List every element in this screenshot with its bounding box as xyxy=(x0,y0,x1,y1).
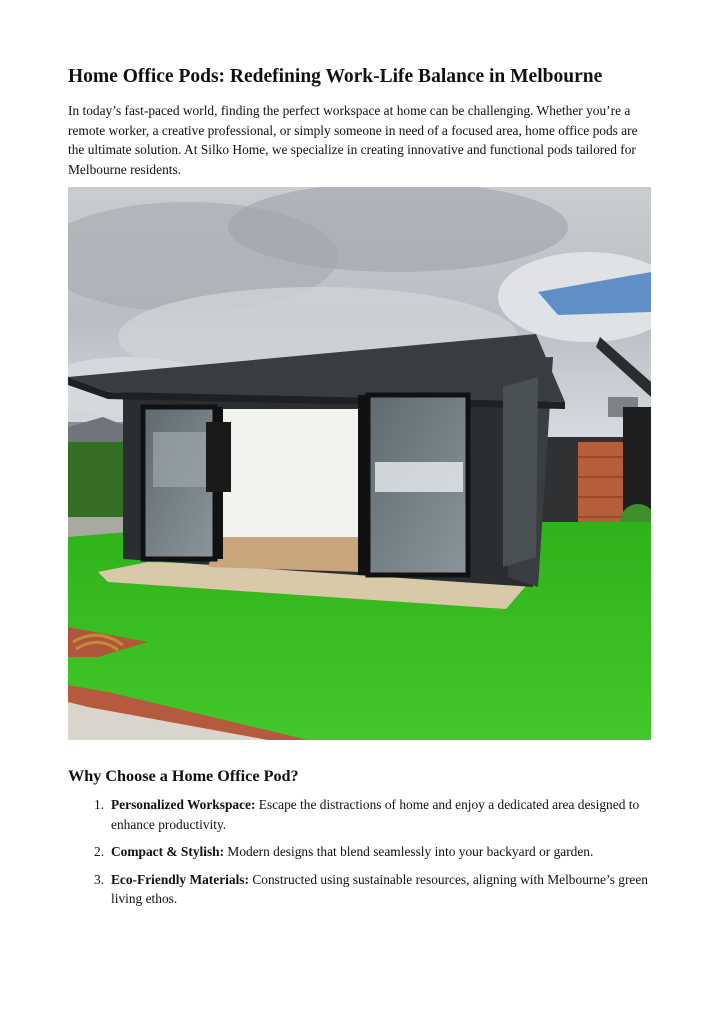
list-item-text: Escape the distractions of home and enjoy a dedicated area designed to enhance productivity. xyxy=(111,797,640,832)
list-item xyxy=(68,842,650,862)
list-number: 1. xyxy=(94,797,105,812)
office-pod-photo xyxy=(68,187,651,740)
list-item xyxy=(68,795,650,834)
list-item-label: Personalized Workspace: xyxy=(111,797,256,812)
section-heading-why: Why Choose a Home Office Pod? xyxy=(68,767,299,785)
list-item-text: Modern designs that blend seamlessly into your backyard or garden. xyxy=(224,844,594,860)
list-item xyxy=(68,870,650,909)
list-item-label: Eco-Friendly Materials: xyxy=(111,871,249,887)
page-title: Home Office Pods: Redefining Work-Life Balance in Melbourne xyxy=(68,66,603,87)
list-number: 3. xyxy=(94,871,105,887)
feature-list xyxy=(68,795,650,917)
intro-paragraph: In today’s fast-paced world, finding the perfect workspace at home can be challenging. Whether you’re a remote worker, a creative professional, or simply someone in need of a focused area, home office pods are the ultimate solution. At Silko Home, we specialize in creating innovative and functional pods tailored for Melbourne residents. xyxy=(68,103,638,177)
list-number: 2. xyxy=(94,844,105,860)
list-item-label: Compact & Stylish: xyxy=(111,844,225,860)
list-item-text: Constructed using sustainable resources, aligning with Melbourne’s green living ethos. xyxy=(111,871,648,907)
